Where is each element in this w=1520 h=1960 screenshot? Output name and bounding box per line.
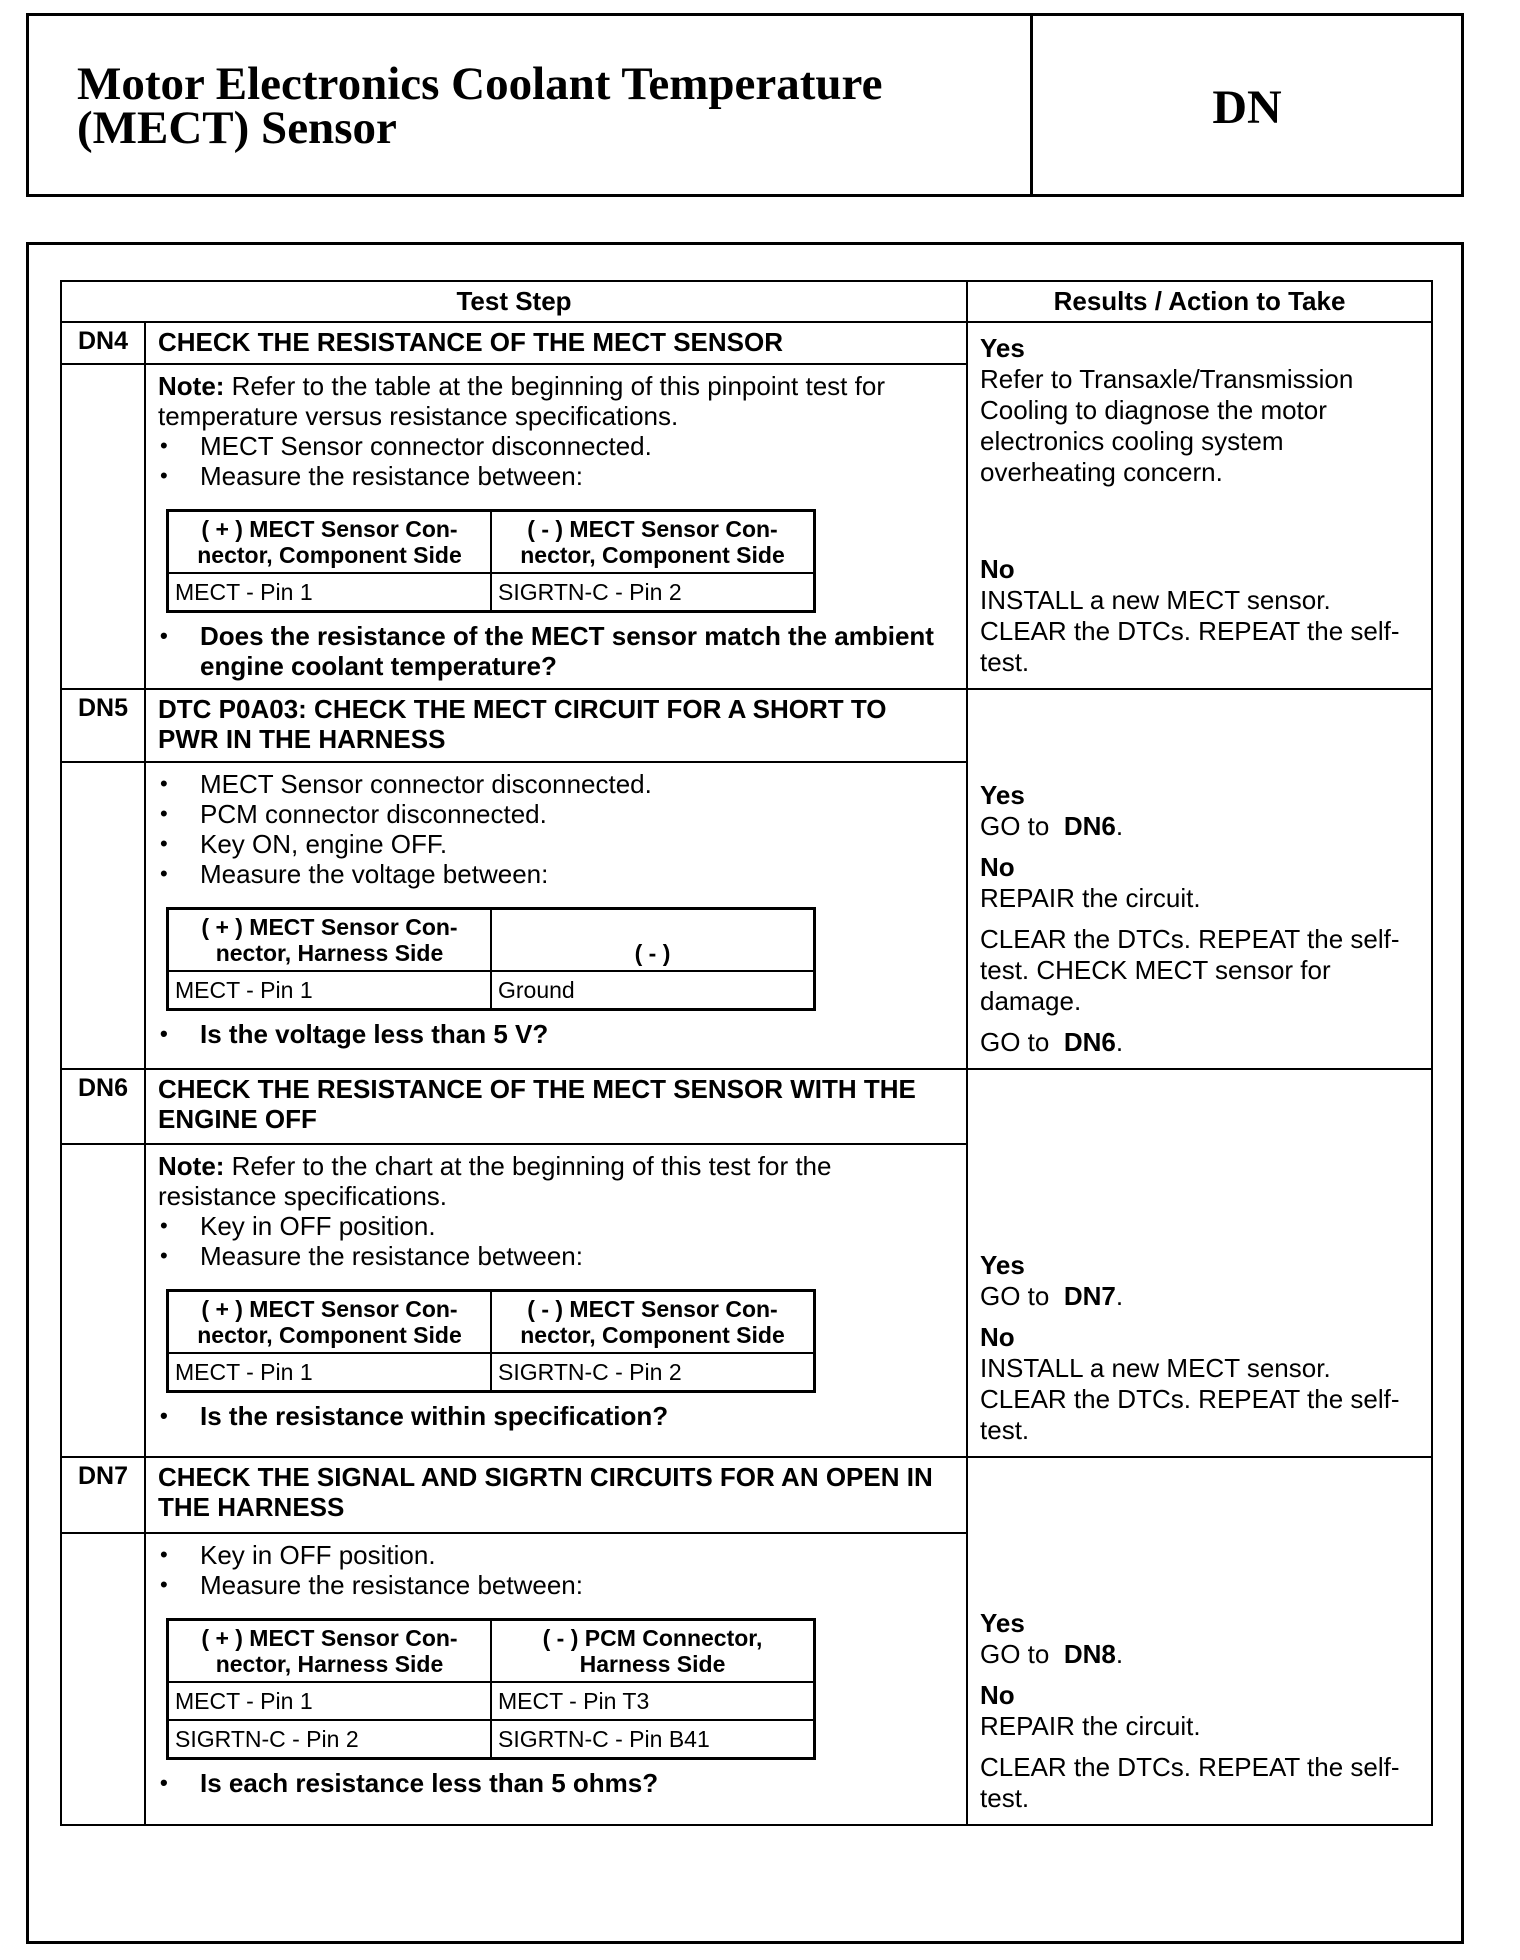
list-item: • Measure the resistance between: — [158, 461, 954, 491]
step-id: DN4 — [61, 322, 145, 364]
no-text-2: CLEAR the DTCs. REPEAT the self-test. — [980, 1752, 1400, 1813]
bullet-list — [158, 769, 954, 889]
step-id: DN5 — [61, 689, 145, 762]
step-result — [967, 322, 1432, 689]
yes-label: Yes — [980, 333, 1025, 363]
note: Note: Refer to the chart at the beginning of this test for the resistance specifications. — [158, 1151, 832, 1212]
no-label: No — [980, 852, 1015, 882]
measurement-table — [166, 907, 816, 1011]
measurement-cell: SIGRTN-C - Pin 2 — [491, 1353, 815, 1392]
page-title-line-1: Motor Electronics Coolant Temperature — [77, 58, 883, 110]
step-question: • Is the resistance within specification? — [158, 1401, 954, 1431]
bullet-list — [158, 1211, 954, 1271]
step-question: • Is the voltage less than 5 V? — [158, 1019, 954, 1049]
step-title-row — [61, 322, 1432, 364]
test-step-table — [60, 280, 1433, 1826]
measurement-header: ( + ) MECT Sensor Con-nector, Harness Side — [168, 1619, 492, 1682]
page-title-line-2: (MECT) Sensor — [77, 102, 397, 154]
measurement-cell: Ground — [491, 971, 815, 1010]
list-item: • Measure the resistance between: — [158, 1241, 954, 1271]
step-body — [145, 1533, 967, 1825]
procedure-frame — [26, 242, 1464, 1944]
measurement-header: ( - ) MECT Sensor Con-nector, Component Side — [491, 1291, 815, 1354]
yes-label: Yes — [980, 1250, 1025, 1280]
list-item: • Key in OFF position. — [158, 1540, 954, 1570]
table-header-row — [61, 281, 1432, 322]
column-header-results: Results / Action to Take — [967, 281, 1432, 322]
column-header-test-step: Test Step — [61, 281, 967, 322]
step-result — [967, 689, 1432, 1069]
page-title — [29, 16, 1033, 194]
no-goto: GO to DN6. — [980, 1027, 1124, 1057]
measurement-cell: MECT - Pin 1 — [168, 1682, 492, 1720]
list-item: • Measure the resistance between: — [158, 1570, 954, 1600]
step-title: DTC P0A03: CHECK THE MECT CIRCUIT FOR A SHORT TO PWR IN THE HARNESS — [145, 689, 967, 762]
measurement-cell: MECT - Pin 1 — [168, 1353, 492, 1392]
no-text: INSTALL a new MECT sensor. CLEAR the DTCs. REPEAT the self-test. — [980, 585, 1400, 677]
step-body — [145, 364, 967, 689]
step-title-row — [61, 689, 1432, 762]
list-item: • Key in OFF position. — [158, 1211, 954, 1241]
section-code: DN — [1212, 80, 1282, 134]
yes-label: Yes — [980, 780, 1025, 810]
measurement-table — [166, 1618, 816, 1760]
measurement-header: ( - ) PCM Connector, Harness Side — [491, 1619, 815, 1682]
measurement-cell: MECT - Pin T3 — [491, 1682, 815, 1720]
measurement-header: ( - ) MECT Sensor Con-nector, Component Side — [491, 511, 815, 574]
yes-text: GO to DN6. — [980, 811, 1124, 841]
step-result — [967, 1457, 1432, 1825]
measurement-header: ( + ) MECT Sensor Con-nector, Harness Side — [168, 909, 492, 972]
measurement-cell: SIGRTN-C - Pin B41 — [491, 1720, 815, 1759]
no-label: No — [980, 1322, 1015, 1352]
no-text-2: CLEAR the DTCs. REPEAT the self-test. CHECK MECT sensor for damage. — [980, 924, 1400, 1016]
measurement-cell: MECT - Pin 1 — [168, 971, 492, 1010]
step-question: • Does the resistance of the MECT sensor match the ambient engine coolant temperature? — [158, 621, 954, 681]
list-item: • Key ON, engine OFF. — [158, 829, 954, 859]
step-id: DN6 — [61, 1069, 145, 1144]
step-id: DN7 — [61, 1457, 145, 1533]
measurement-cell: MECT - Pin 1 — [168, 573, 492, 612]
bullet-list — [158, 431, 954, 491]
step-title-row — [61, 1457, 1432, 1533]
step-body — [145, 762, 967, 1069]
no-text: INSTALL a new MECT sensor. CLEAR the DTCs. REPEAT the self-test. — [980, 1353, 1400, 1445]
no-text: REPAIR the circuit. — [980, 1711, 1201, 1741]
bullet-list — [158, 1540, 954, 1600]
measurement-header: ( - ) — [491, 909, 815, 972]
no-text: REPAIR the circuit. — [980, 883, 1201, 913]
measurement-table — [166, 1289, 816, 1393]
no-label: No — [980, 1680, 1015, 1710]
step-body — [145, 1144, 967, 1457]
list-item: • Measure the voltage between: — [158, 859, 954, 889]
measurement-header: ( + ) MECT Sensor Con-nector, Component Side — [168, 1291, 492, 1354]
list-item: • PCM connector disconnected. — [158, 799, 954, 829]
step-title-row — [61, 1069, 1432, 1144]
step-question: • Is each resistance less than 5 ohms? — [158, 1768, 954, 1798]
no-label: No — [980, 554, 1015, 584]
yes-label: Yes — [980, 1608, 1025, 1638]
measurement-cell: SIGRTN-C - Pin 2 — [168, 1720, 492, 1759]
yes-text: Refer to Transaxle/Transmission Cooling to diagnose the motor electronics cooling system overheating concern. — [980, 364, 1354, 487]
note: Note: Refer to the table at the beginning of this pinpoint test for temperature versus resistance specifications. — [158, 371, 885, 431]
list-item: • MECT Sensor connector disconnected. — [158, 431, 954, 461]
step-result — [967, 1069, 1432, 1457]
step-title: CHECK THE SIGNAL AND SIGRTN CIRCUITS FOR AN OPEN IN THE HARNESS — [145, 1457, 967, 1533]
list-item: • MECT Sensor connector disconnected. — [158, 769, 954, 799]
step-title: CHECK THE RESISTANCE OF THE MECT SENSOR — [145, 322, 967, 364]
measurement-cell: SIGRTN-C - Pin 2 — [491, 573, 815, 612]
measurement-header: ( + ) MECT Sensor Con-nector, Component Side — [168, 511, 492, 574]
yes-text: GO to DN7. — [980, 1281, 1124, 1311]
page-header — [26, 13, 1464, 197]
measurement-table — [166, 509, 816, 613]
step-title: CHECK THE RESISTANCE OF THE MECT SENSOR WITH THE ENGINE OFF — [145, 1069, 967, 1144]
yes-text: GO to DN8. — [980, 1639, 1124, 1669]
